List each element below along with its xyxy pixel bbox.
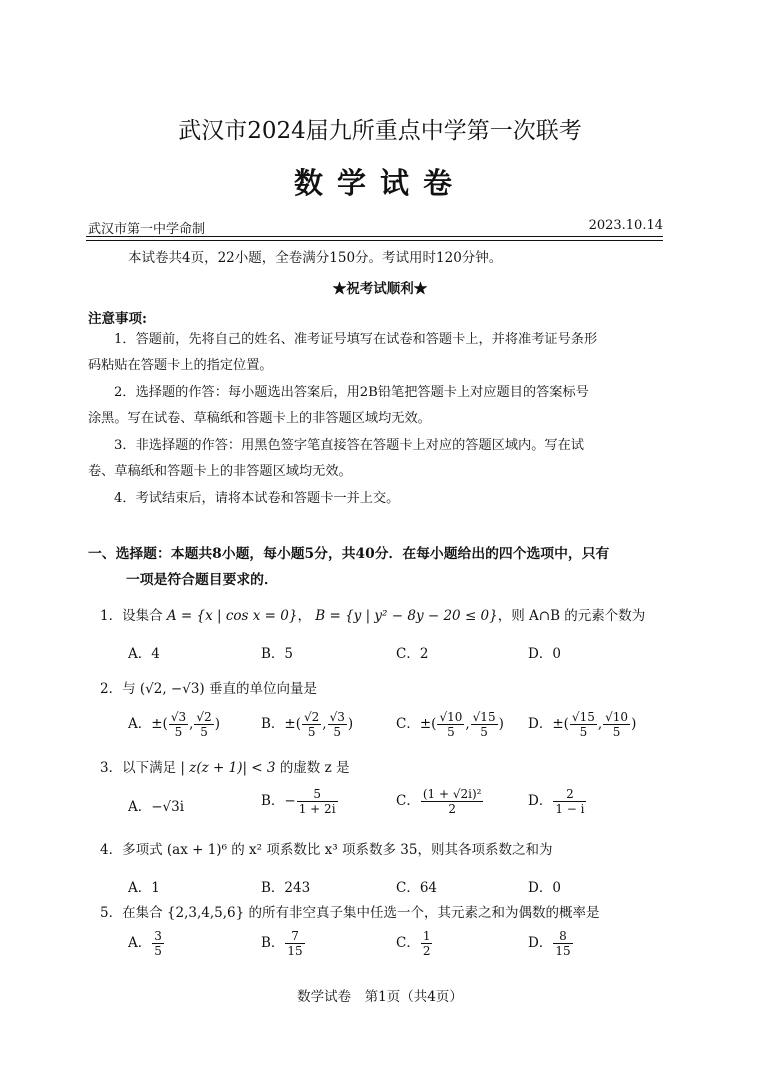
plus-minus: ±( [552, 716, 569, 732]
denominator: 2 [422, 944, 431, 958]
fraction [553, 787, 586, 816]
option-label: C． [396, 716, 420, 732]
question-text: 设集合 [122, 608, 163, 624]
fraction [194, 710, 213, 739]
question-4 [100, 838, 552, 858]
option-a[interactable] [128, 929, 165, 958]
question-number: 3． [100, 760, 123, 776]
option-d[interactable]: D．±( $\frac{√15}{5}$ , $\frac{√10}{5}$ ) [528, 710, 637, 739]
header-rule-thick [86, 236, 663, 237]
denominator: 15 [287, 944, 303, 958]
denominator: 15 [555, 944, 571, 958]
fraction [297, 787, 338, 816]
numerator: 5 [297, 787, 338, 802]
denominator: 2 [448, 802, 456, 816]
option-d[interactable] [528, 787, 587, 816]
note-line: 卷、草稿纸和答题卡上的非答题区域均无效。 [88, 464, 352, 479]
math-expression: B = {y | y² − 8y − 20 ≤ 0} [315, 608, 498, 624]
option-label: A． [128, 935, 152, 951]
denominator: 1 − i [555, 802, 585, 816]
numerator: √2 [196, 710, 212, 724]
note-line: 2．选择题的作答：每小题选出答案后，用2B铅笔把答题卡上对应题目的答案标号 [114, 385, 589, 400]
option-label: C． [396, 793, 420, 809]
numerator: √3 [329, 710, 345, 724]
note-line: 码粘贴在答题卡上的指定位置。 [88, 358, 273, 373]
math-expression: A = {x | cos x = 0} [166, 608, 298, 624]
option-b[interactable] [261, 787, 339, 816]
option-a[interactable] [128, 795, 184, 815]
question-text: 与 [122, 681, 136, 697]
question-text: 多项式 (ax + 1)⁶ 的 x² 项系数比 x³ 项系数多 35，则其各项系数之和为 [122, 842, 553, 858]
option-label: B． [261, 793, 285, 809]
option-b[interactable] [261, 929, 306, 958]
fraction [421, 929, 433, 958]
note-line: 3．非选择题的作答：用黑色签字笔直接答在答题卡上对应的答题区域内。写在试 [114, 438, 584, 453]
denominator: 5 [154, 944, 162, 958]
denominator: 5 [307, 725, 316, 739]
math-expression: | z(z + 1)| < 3 [180, 760, 276, 776]
fraction [421, 787, 484, 816]
page-footer: 数学试卷 第1页（共4页） [297, 989, 463, 1005]
option-label: B． [261, 935, 285, 951]
question-text: 的虚数 z 是 [279, 760, 350, 776]
note-item-1 [88, 327, 663, 379]
option-c[interactable]: C．±( $\frac{√10}{5}$ , $\frac{√15}{5}$ ) [396, 710, 504, 739]
numerator: √15 [571, 710, 595, 724]
note-item-4 [88, 486, 663, 512]
fraction [302, 710, 321, 739]
numerator: √10 [439, 710, 463, 724]
option-d[interactable] [528, 929, 574, 958]
option-d[interactable]: D．0 [528, 880, 561, 896]
numerator: 8 [553, 929, 572, 944]
exam-title: 武汉市2024届九所重点中学第一次联考 [178, 118, 582, 144]
numerator: (1 + √2i)² [422, 787, 482, 801]
exam-author: 武汉市第一中学命制 [88, 222, 206, 237]
question-number: 1． [100, 608, 123, 624]
option-label: D． [528, 935, 553, 951]
minus-sign: − [284, 793, 296, 809]
question-1 [100, 604, 645, 624]
denominator: 5 [579, 725, 588, 739]
denominator: 5 [200, 725, 208, 739]
option-label: A． [128, 799, 152, 815]
numerator: √15 [472, 710, 496, 724]
notes-heading: 注意事项: [88, 311, 147, 327]
plus-minus: ±( [419, 716, 437, 732]
option-a[interactable]: A．1 [128, 880, 160, 896]
fraction [603, 710, 630, 739]
header-rule-thin [86, 240, 663, 241]
plus-minus: ±( [151, 716, 168, 732]
denominator: 5 [480, 725, 488, 739]
denominator: 5 [612, 725, 621, 739]
numerator: 7 [285, 929, 304, 944]
option-b[interactable]: B．243 [261, 880, 311, 896]
section-line: 一、选择题：本题共8小题，每小题5分，共40分．在每小题给出的四个选项中，只有 [88, 546, 610, 562]
option-label: B． [261, 716, 285, 732]
math-expression: −√3i [151, 799, 185, 815]
option-d[interactable]: D．0 [528, 646, 561, 662]
section-line: 一项是符合题目要求的． [126, 572, 278, 588]
numerator: 2 [553, 787, 586, 802]
plus-minus: ±( [284, 716, 302, 732]
note-line: 4．考试结束后，请将本试卷和答题卡一并上交。 [114, 491, 400, 506]
numerator: √10 [605, 710, 629, 724]
section-heading [88, 541, 668, 593]
note-item-3 [88, 433, 663, 485]
question-number: 4． [100, 842, 123, 858]
wish-banner: ★祝考试顺利★ [332, 281, 428, 297]
note-line: 涂黑。写在试卷、草稿纸和答题卡上的非答题区域均无效。 [88, 411, 431, 426]
fraction [285, 929, 304, 958]
exam-date: 2023.10.14 [588, 218, 663, 233]
fraction [152, 929, 164, 958]
option-a[interactable]: A．4 [128, 646, 160, 662]
fraction [169, 710, 188, 739]
exam-subtitle: 数学试卷 [293, 166, 466, 200]
option-c[interactable]: C．64 [396, 880, 438, 896]
question-text: 垂直的单位向量是 [209, 681, 317, 697]
exam-intro: 本试卷共4页，22小题，全卷满分150分。考试用时120分钟。 [128, 250, 503, 266]
denominator: 5 [447, 725, 455, 739]
option-b[interactable]: B．±( $\frac{√2}{5}$ , $\frac{√3}{5}$ ) [261, 710, 354, 739]
question-number: 2． [100, 681, 123, 697]
option-label: A． [128, 716, 152, 732]
numerator: 3 [154, 929, 162, 943]
question-text: ，则 A∩B 的元素个数为 [497, 608, 646, 624]
math-expression: (√2, −√3) [139, 681, 205, 697]
fraction [570, 710, 597, 739]
option-c[interactable]: C．2 [396, 646, 429, 662]
option-label: C． [396, 935, 420, 951]
option-a[interactable]: A．±( $\frac{√3}{5}$ , $\frac{√2}{5}$ ) [128, 710, 220, 739]
question-text: 以下满足 [122, 760, 177, 776]
denominator: 1 + 2i [298, 802, 336, 816]
question-text: ， [297, 608, 311, 624]
option-label: D． [528, 716, 553, 732]
option-label: D． [528, 793, 553, 809]
numerator: √3 [170, 710, 187, 724]
denominator: 5 [333, 725, 342, 739]
denominator: 5 [174, 725, 183, 739]
fraction [328, 710, 347, 739]
note-line: 1．答题前，先将自己的姓名、准考证号填写在试卷和答题卡上，并将准考证号条形 [114, 332, 598, 347]
question-5 [100, 901, 599, 921]
question-number: 5． [100, 905, 123, 921]
question-3 [100, 756, 350, 776]
question-2 [100, 677, 317, 697]
option-b[interactable]: B．5 [261, 646, 294, 662]
option-c[interactable] [396, 929, 433, 958]
numerator: 1 [422, 929, 431, 943]
numerator: √2 [304, 710, 320, 724]
fraction [553, 929, 572, 958]
option-c[interactable] [396, 787, 484, 816]
note-item-2 [88, 380, 663, 432]
fraction [471, 710, 498, 739]
question-text: 在集合 {2,3,4,5,6} 的所有非空真子集中任选一个，其元素之和为偶数的概率是 [122, 905, 600, 921]
fraction [437, 710, 464, 739]
